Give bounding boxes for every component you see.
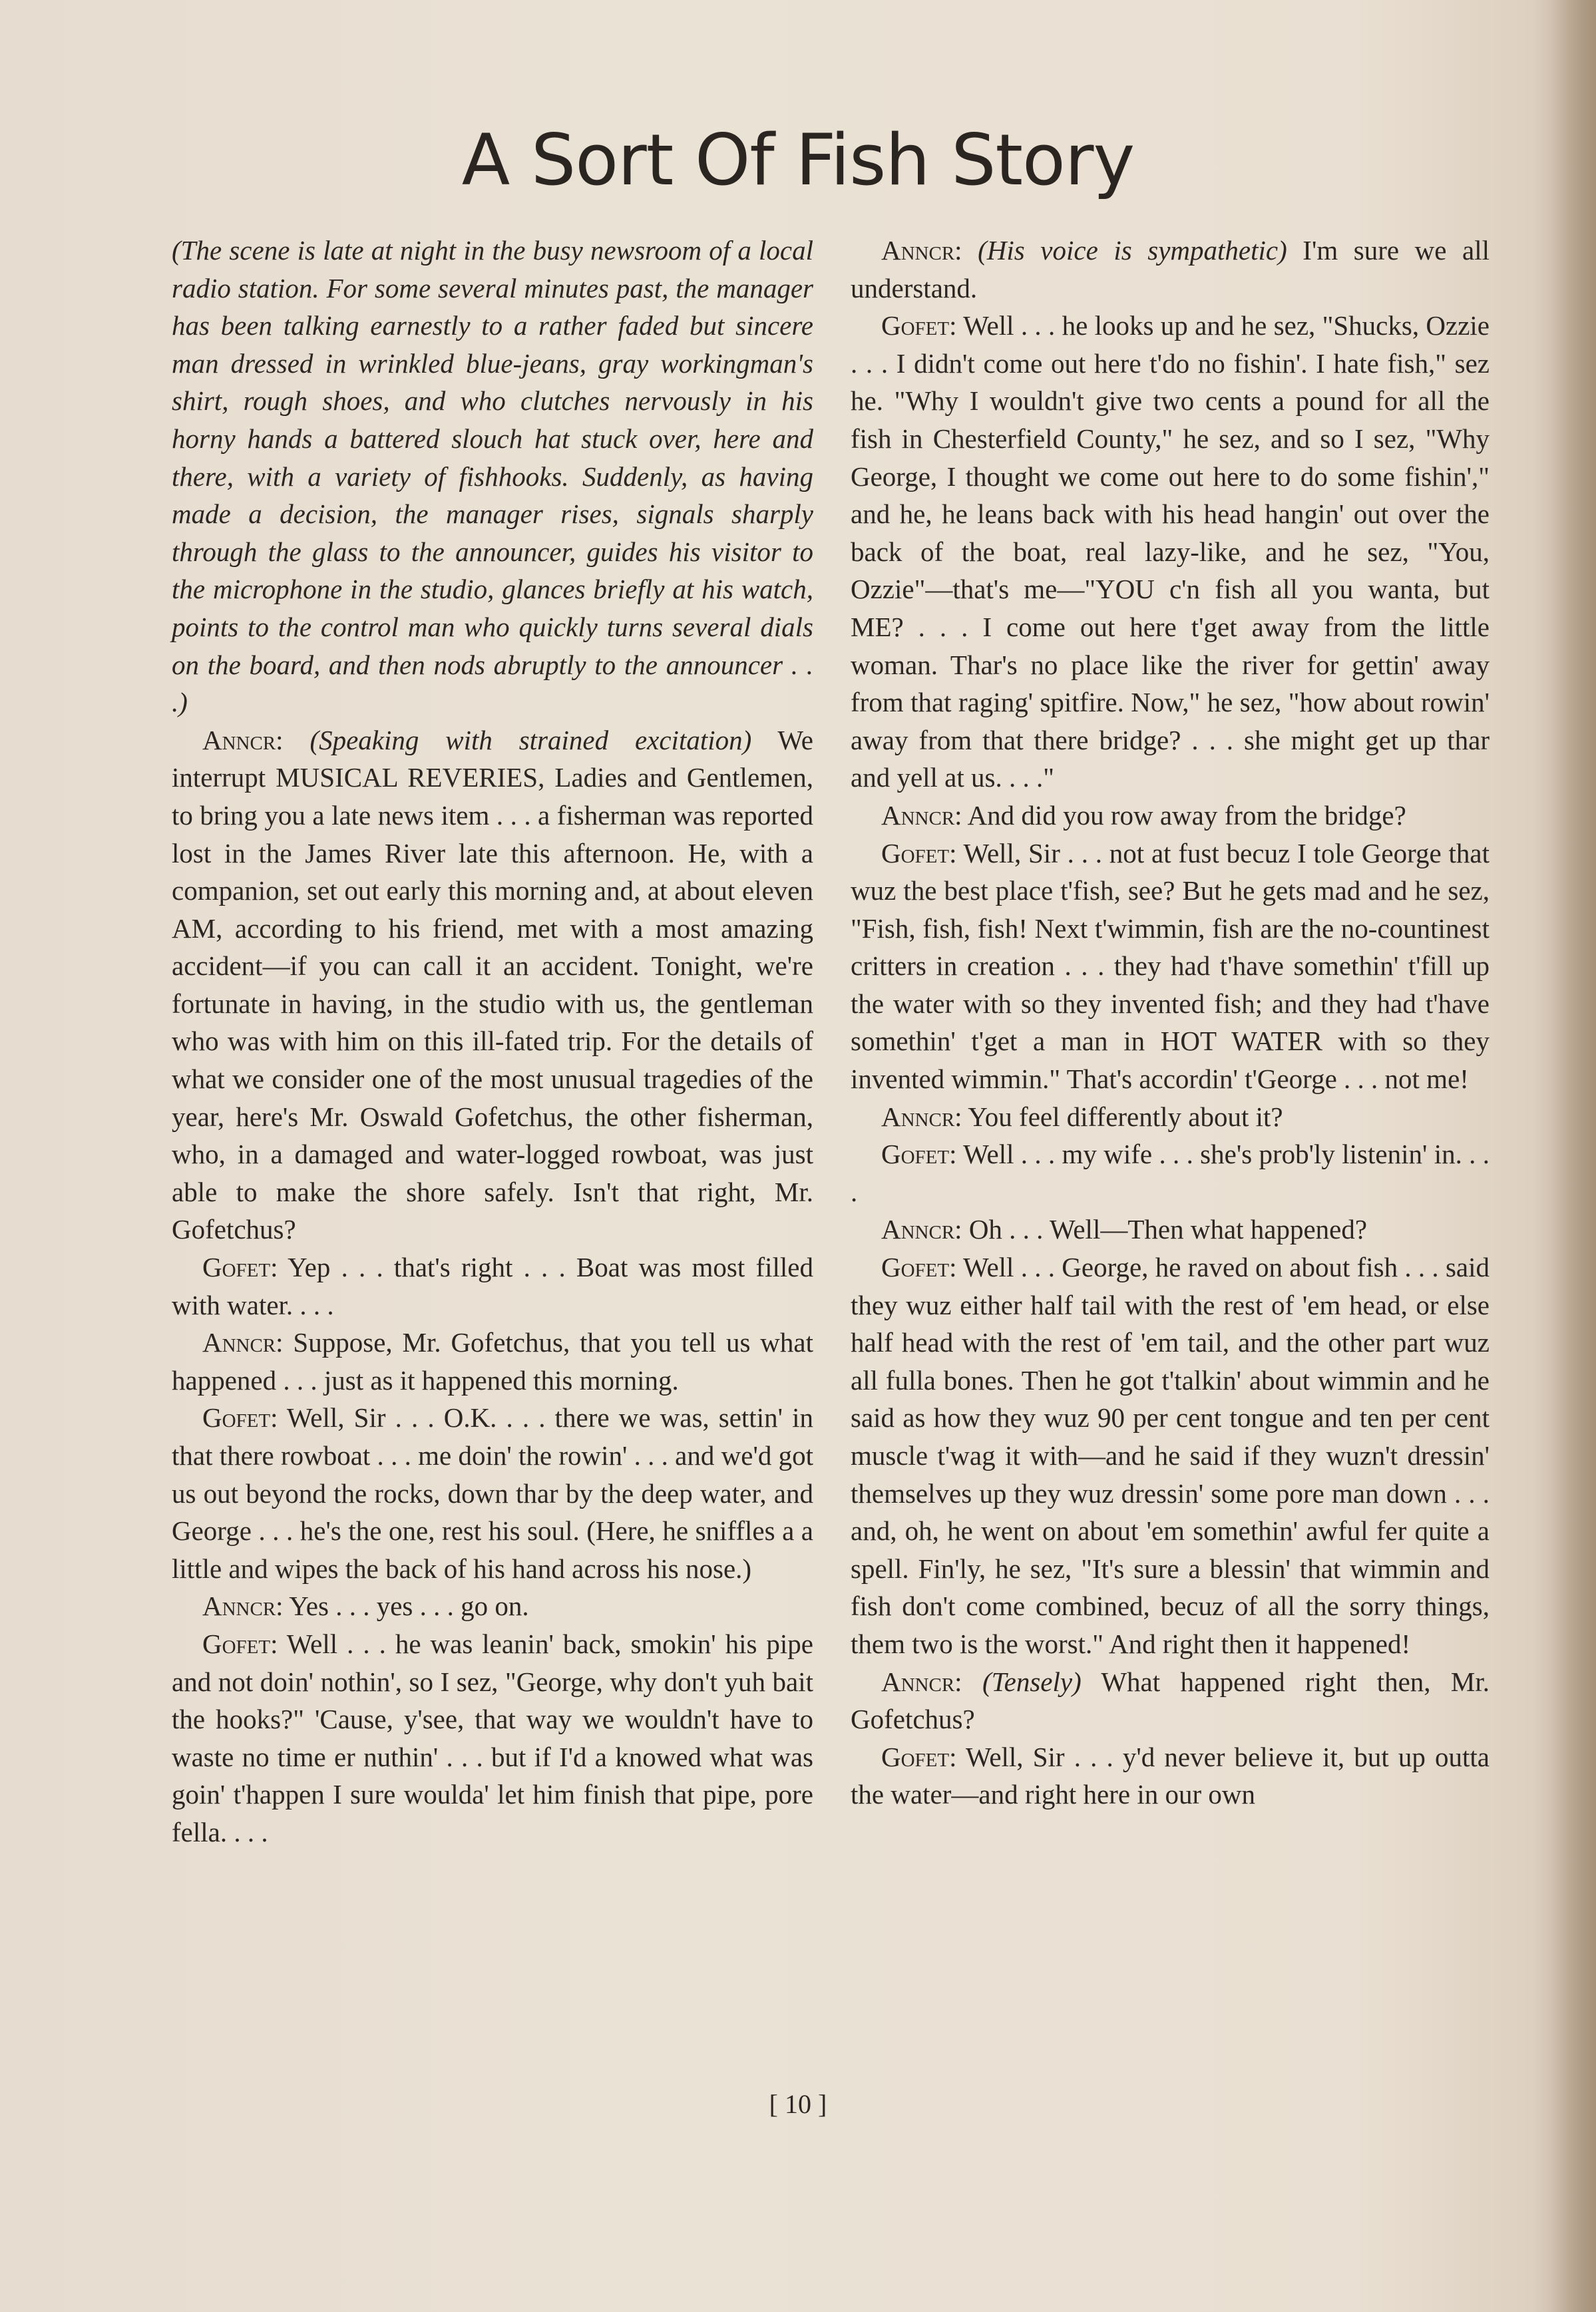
right-column — [851, 232, 1490, 1814]
dialogue-text: We interrupt MUSICAL REVERIES, Ladies and Gentlemen, to bring you a late news item . . . a fisherman was reported lost in the James River late this afternoon. He, with a companion, set out early this morning and, at about eleven AM, according to his friend, met with a most amazing accident—if you can call it an accident. Tonight, we're fortunate in having, in the studio with us, the gentleman who was with him on this ill-fated trip. For the details of what we consider one of the most unusual tragedies of the year, here's Mr. Oswald Gofetchus, the other fisherman, who, in a damaged and water-logged rowboat, was just able to make the shore safely. Isn't that right, Mr. Gofetchus? — [172, 724, 814, 1245]
speaker-label: Anncr: — [881, 235, 962, 266]
speaker-label: Gofet: — [881, 1741, 957, 1772]
left-column — [172, 232, 813, 1851]
dialogue-text: Well . . . he was leanin' back, smokin' his pipe and not doin' nothin', so I sez, "George, why don't yuh bait the hooks?" 'Cause, y'see, that way we wouldn't have to waste no time er nuthin' . . . but if I'd a knowed what was goin' t'happen I sure woulda' let him finish that pipe, pore fella. . . . — [172, 1628, 813, 1847]
dialogue-text: And did you row away from the bridge? — [962, 799, 1406, 831]
speaker-label: Gofet: — [202, 1402, 278, 1434]
dialogue-paragraph — [851, 1098, 1490, 1136]
dialogue-text: Oh . . . Well—Then what happened? — [962, 1214, 1368, 1245]
speaker-label: Anncr: — [202, 1327, 284, 1358]
dialogue-text: Well . . . George, he raved on about fish . . . said they wuz either half tail with the rest of 'em head, or else half head with the rest of 'em tail, and the other part wuz all fulla bones. Then he got t'talkin' about wimmin and he said as how they wuz 90 per cent tongue and ten per cent muscle t'wag it with—and he said if they wuzn't dressin' themselves up they wuz dressin' some pore man down . . . and, oh, he went on about 'em somethin' awful fer quite a spell. Fin'ly, he sez, "It's sure a blessin' that wimmin and fish don't come combined, becuz of all the sorry things, them two is the worst." And right then it happened! — [851, 1252, 1490, 1659]
page-edge-shadow — [1549, 0, 1596, 2312]
page-number: [ 10 ] — [769, 2089, 827, 2119]
dialogue-text: Suppose, Mr. Gofetchus, that you tell us what happened . . . just as it happened this morning. — [172, 1327, 813, 1396]
speaker-label: Anncr: — [881, 1214, 962, 1245]
speaker-label: Gofet: — [202, 1628, 278, 1659]
dialogue-text: Well, Sir . . . O.K. . . . there we was, settin' in that there rowboat . . . me doin' the rowin' . . . and we'd got us out beyond the rocks, down thar by the deep water, and George . . . he's the one, rest his soul. (Here, he sniffles a a little and wipes the back of his hand across his nose.) — [172, 1402, 813, 1584]
dialogue-text: Yes . . . yes . . . go on. — [283, 1591, 529, 1622]
speaker-label: Gofet: — [881, 837, 957, 868]
dialogue-paragraph — [172, 1249, 813, 1324]
speaker-label: Gofet: — [881, 310, 957, 341]
dialogue-paragraph — [851, 835, 1490, 1098]
dialogue-paragraph — [172, 1399, 813, 1587]
stage-direction: (His voice is sympathetic) — [978, 235, 1287, 266]
dialogue-paragraph — [172, 721, 813, 1249]
dialogue-text: Well . . . he looks up and he sez, "Shucks, Ozzie . . . I didn't come out here t'do no fishin'. I hate fish," sez he. "Why I wouldn't give two cents a pound for all the fish in Chesterfield County," he sez, and so I sez, "Why George, I thought we come out here to do some fishin'," and he, he leans back with his head hangin' out over the back of the boat, real lazy-like, and he sez, "You, Ozzie"—that's me—"YOU c'n fish all you wanta, but ME? . . . I come out here t'get away from the little woman. Thar's no place like the river for gettin' away from that raging' spitfire. Now," he sez, "how about rowin' away from that there bridge? . . . she might get up thar and yell at us. . . ." — [851, 310, 1490, 793]
dialogue-text: Yep . . . that's right . . . Boat was most filled with water. . . . — [172, 1252, 813, 1320]
speaker-label: Anncr: — [202, 1591, 284, 1622]
dialogue-text: Well, Sir . . . y'd never believe it, but up outta the water—and right here in our own — [851, 1741, 1490, 1810]
dialogue-paragraph — [851, 1249, 1490, 1663]
speaker-label: Gofet: — [202, 1252, 278, 1283]
speaker-label: Anncr: — [881, 1101, 962, 1132]
stage-direction: (Tensely) — [982, 1666, 1082, 1697]
dialogue-paragraph — [172, 1587, 813, 1625]
dialogue-paragraph — [851, 307, 1490, 797]
dialogue-text: Well . . . my wife . . . she's prob'ly listenin' in. . . . — [851, 1139, 1490, 1207]
speaker-label: Gofet: — [881, 1139, 957, 1170]
speaker-label: Anncr: — [881, 1666, 962, 1697]
dialogue-text: What happened right then, Mr. Gofetchus? — [851, 1666, 1490, 1735]
dialogue-paragraph — [851, 1211, 1490, 1249]
speaker-label: Anncr: — [881, 799, 962, 831]
dialogue-text: I'm sure we all understand. — [851, 235, 1490, 303]
dialogue-paragraph — [851, 1663, 1490, 1738]
speaker-label: Gofet: — [881, 1252, 957, 1283]
story-title: A Sort Of Fish Story — [461, 119, 1135, 201]
dialogue-paragraph — [851, 797, 1490, 835]
dialogue-text: You feel differently about it? — [962, 1101, 1283, 1132]
dialogue-paragraph — [851, 1738, 1490, 1814]
stage-direction-intro: (The scene is late at night in the busy newsroom of a local radio station. For some several minutes past, the manager has been talking earnestly to a rather faded but sincere man dressed in wrinkled blue-jeans, gray workingman's shirt, rough shoes, and who clutches nervously in his horny hands a battered slouch hat stuck over, here and there, with a variety of fishhooks. Suddenly, as having made a decision, the manager rises, signals sharply through the glass to the announcer, guides his visitor to the microphone in the studio, glances briefly at his watch, points to the control man who quickly turns several dials on the board, and then nods abruptly to the announcer . . .) — [172, 235, 813, 718]
stage-direction: (Speaking with strained excitation) — [309, 724, 752, 755]
dialogue-paragraph — [851, 1135, 1490, 1211]
dialogue-paragraph — [172, 1625, 813, 1851]
speaker-label: Anncr: — [202, 724, 284, 755]
dialogue-paragraph — [172, 1324, 813, 1399]
dialogue-paragraph — [851, 232, 1490, 307]
dialogue-text: Well, Sir . . . not at fust becuz I tole George that wuz the best place t'fish, see? But he gets mad and he sez, "Fish, fish, fish! Next t'wimmin, fish are the no-countinest critters in creation . . . they had t'have somethin' t'fill up the water with so they invented fish; and they had t'have somethin' t'get a man in HOT WATER with so they invented wimmin." That's accordin' t'George . . . not me! — [851, 837, 1490, 1095]
